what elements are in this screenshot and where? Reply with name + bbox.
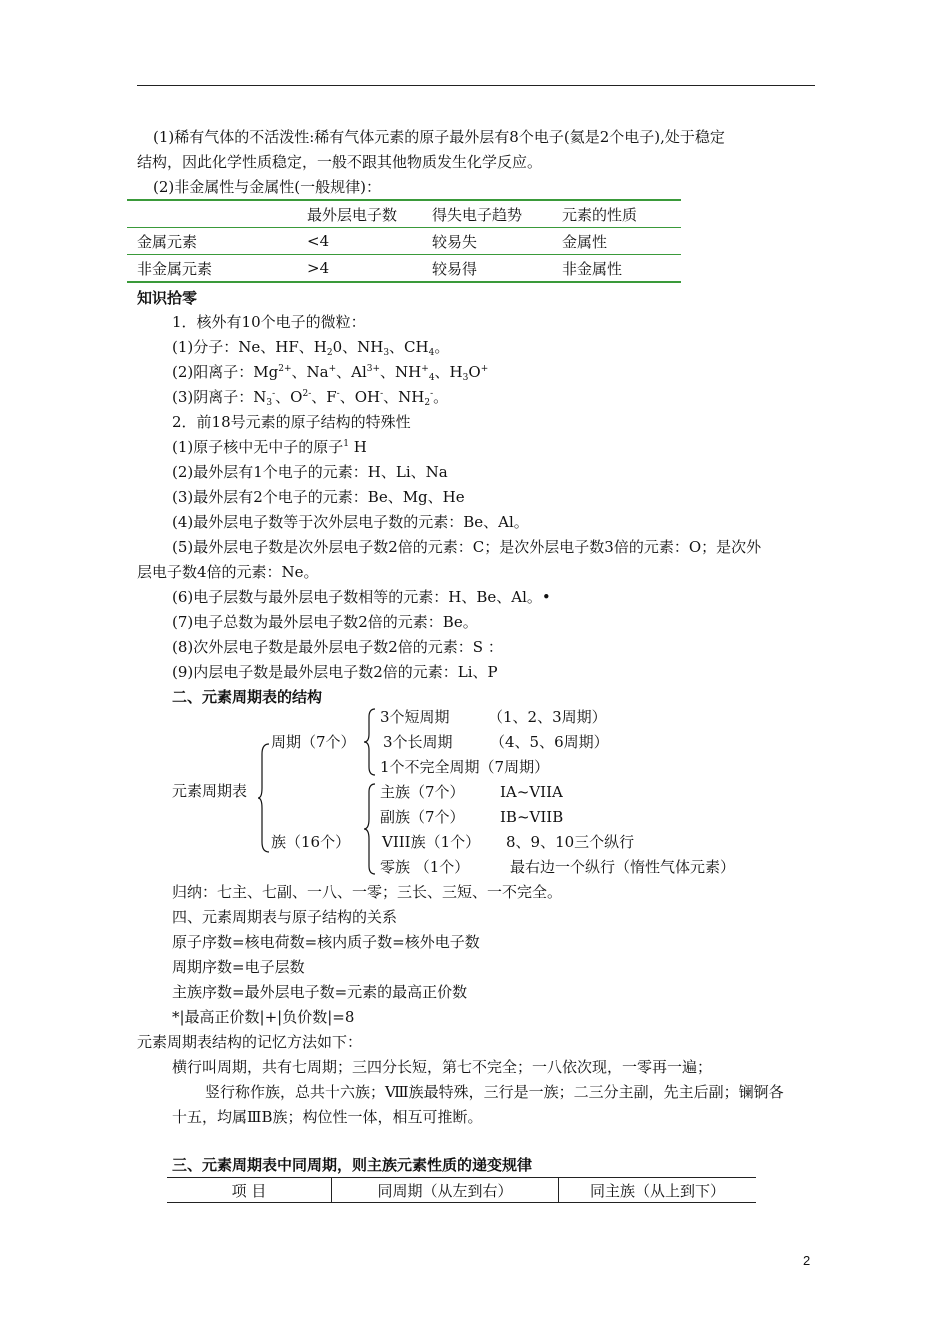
paragraph-line: (2)非金属性与金属性(一般规律)：: [153, 178, 381, 196]
period-incomplete: 1个不完全周期（7周期）: [380, 758, 550, 776]
table-cell: 较易得: [422, 255, 552, 283]
period-long: 3个长周期: [383, 733, 453, 751]
trend-table: [167, 1177, 756, 1203]
cations-line: (2)阳离子：$Mg^{2+}$、Na+、$Al^{3+}$、$NH^+_4$、$H_3O^+$: [172, 363, 489, 383]
paragraph-line: 结构，因此化学性质稳定，一般不跟其他物质发生化学反应。: [137, 153, 543, 171]
page-number: 2: [803, 1253, 811, 1268]
group-main-note: IA~VIIA: [500, 783, 563, 801]
header-rule: [137, 85, 815, 86]
table-cell: 非金属元素: [127, 255, 297, 283]
table-header-row: [167, 1178, 756, 1203]
table-cell: 金属性: [552, 228, 681, 255]
relation-line: *|最高正价数|+|负价数|=8: [172, 1008, 355, 1026]
list-item: (9)内层电子数是最外层电子数2倍的元素：Li、P: [172, 663, 498, 681]
paragraph-line: (1)稀有气体的不活泼性:稀有气体元素的原子最外层有8个电子(氦是2个电子),处于稳定: [153, 128, 725, 146]
list-heading: 1．核外有10个电子的微粒：: [172, 313, 366, 331]
table-cell: [127, 200, 297, 228]
table-cell: <4: [297, 228, 422, 255]
group-brace: [363, 782, 377, 876]
group-zero: 零族 （1个）: [380, 858, 470, 876]
list-item: 层电子数4倍的元素：Ne。: [137, 563, 319, 581]
section-heading: 二、元素周期表的结构: [172, 688, 323, 706]
list-item: (8)次外层电子数是最外层电子数2倍的元素：S ：: [172, 638, 503, 656]
diagram-group: 族（16个）: [271, 833, 351, 851]
table-cell: 最外层电子数: [297, 200, 422, 228]
table-cell: 同周期（从左到右）: [332, 1178, 559, 1203]
list-item: (6)电子层数与最外层电子数相等的元素：H、Be、Al。•: [172, 588, 551, 606]
list-item: (2)最外层有1个电子的元素：H、Li、Na: [172, 463, 448, 481]
list-item: (3)最外层有2个电子的元素：Be、Mg、He: [172, 488, 465, 506]
table-row: [127, 255, 681, 283]
group-viii: VIII族（1个）: [382, 833, 481, 851]
table-cell: 元素的性质: [552, 200, 681, 228]
table-cell: 得失电子趋势: [422, 200, 552, 228]
list-item: (5)最外层电子数是次外层电子数2倍的元素：C；是次外层电子数3倍的元素：O；是次外: [172, 538, 762, 556]
period-short: 3个短周期: [380, 708, 450, 726]
anions-line: (3)阴离子：$N_3^-$、$O^{2-}$、F-、OH-、$NH_2^-$。: [172, 388, 449, 408]
list-item: (7)电子总数为最外层电子数2倍的元素：Be。: [172, 613, 478, 631]
section-heading: 四、元素周期表与原子结构的关系: [172, 908, 398, 926]
diagram-root: 元素周期表: [172, 782, 248, 800]
list-item: (1)原子核中无中子的原子$^1$ H: [172, 438, 367, 456]
table-cell: 非金属性: [552, 255, 681, 283]
table-row: [127, 228, 681, 255]
table-cell: 金属元素: [127, 228, 297, 255]
section-heading: 知识拾零: [137, 289, 198, 307]
group-zero-note: 最右边一个纵行（惰性气体元素）: [510, 858, 736, 876]
table-cell: 同主族（从上到下）: [559, 1178, 757, 1203]
relation-line: 原子序数=核电荷数=核内质子数=核外电子数: [172, 933, 480, 951]
molecules-line: (1)分子：Ne、HF、$H_20$、$NH_3$、$CH_4$。: [172, 338, 450, 358]
diagram-period: 周期（7个）: [271, 733, 356, 751]
section-heading: 三、元素周期表中同周期，则主族元素性质的递变规律: [172, 1156, 533, 1174]
group-viii-note: 8、9、10三个纵行: [506, 833, 635, 851]
table-cell: 项 目: [167, 1178, 332, 1203]
summary-line: 归纳：七主、七副、一八、一零；三长、三短、一不完全。: [172, 883, 563, 901]
table-cell: 较易失: [422, 228, 552, 255]
relation-line: 主族序数=最外层电子数=元素的最高正价数: [172, 983, 468, 1001]
group-sub: 副族（7个）: [380, 808, 465, 826]
root-brace: [257, 742, 271, 854]
table-cell: >4: [297, 255, 422, 283]
table-header-row: [127, 200, 681, 228]
metal-nonmetal-table: [127, 199, 681, 283]
relation-line: 周期序数=电子层数: [172, 958, 305, 976]
group-main: 主族（7个）: [380, 783, 465, 801]
period-long-note: （4、5、6周期）: [490, 733, 609, 751]
memory-line: 横行叫周期，共有七周期；三四分长短，第七不完全；一八依次现，一零再一遍；: [172, 1058, 713, 1076]
memory-line: 十五，均属ⅢB族；构位性一体，相互可推断。: [172, 1108, 483, 1126]
memory-title: 元素周期表结构的记忆方法如下：: [137, 1033, 363, 1051]
period-short-note: （1、2、3周期）: [488, 708, 607, 726]
group-sub-note: IB~VIIB: [500, 808, 564, 826]
period-brace: [363, 707, 377, 777]
memory-line: 竖行称作族，总共十六族；Ⅷ族最特殊，三行是一族；二三分主副，先主后副；镧锕各: [205, 1083, 784, 1101]
list-heading: 2．前18号元素的原子结构的特殊性: [172, 413, 411, 431]
list-item: (4)最外层电子数等于次外层电子数的元素：Be、Al。: [172, 513, 529, 531]
